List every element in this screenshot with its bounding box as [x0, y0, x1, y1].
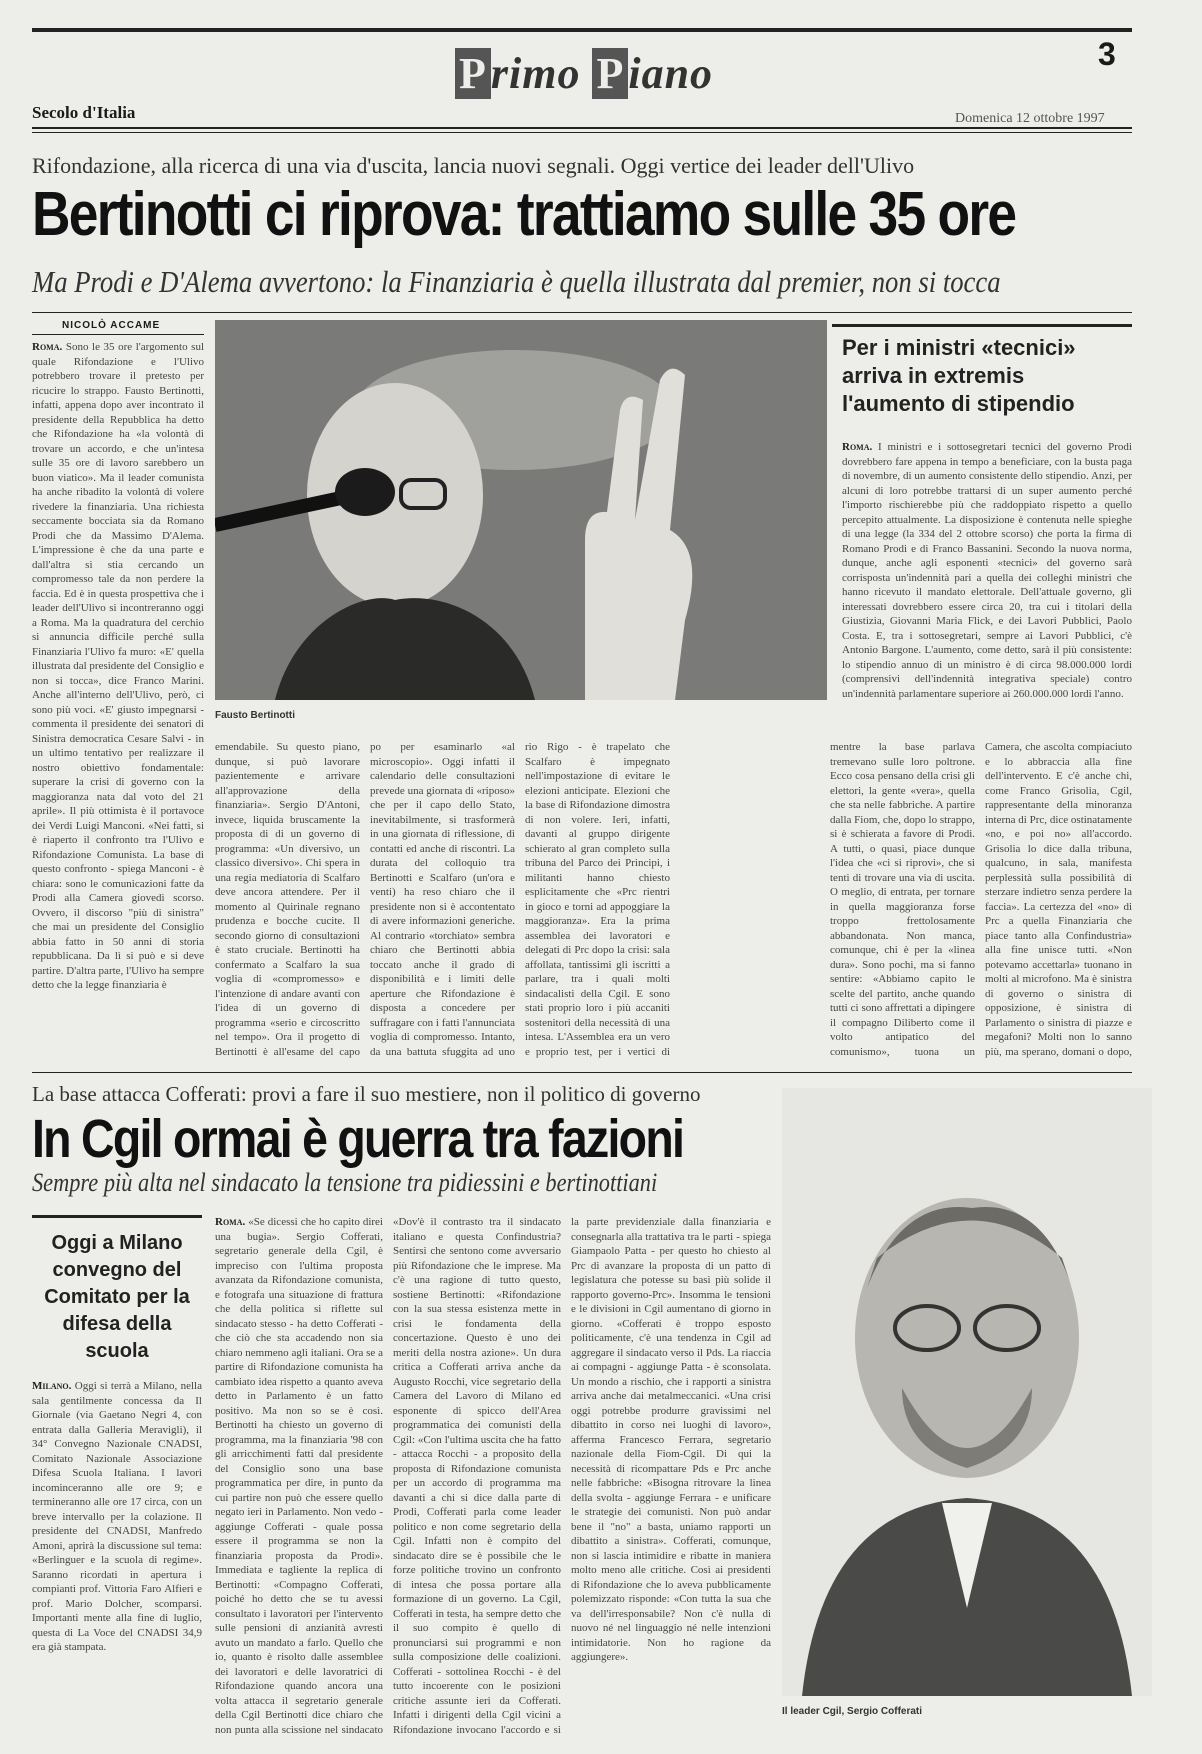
cofferati-caption: Il leader Cgil, Sergio Cofferati [782, 1706, 923, 1717]
section-divider [32, 1072, 1132, 1073]
top-article-column-5b [830, 740, 975, 1060]
page-number: 3 [1098, 36, 1116, 72]
top-article-column-6 [985, 740, 1132, 1060]
sidebar-ministri-text [842, 440, 1132, 702]
column-text: la parte previdenziale dalla finanziaria e consegnarla alla trattativa tra le parti - spiega Giampaolo Patta - per questo ho chiesto al Prc di avanzare la proposta di un patto di legislatura che potesse su basi più solide il rapporto governo-Prc». Insomma le tensioni e le divisioni in Cgil aumentano di giorno in giorno. «Cofferati è troppo esposto politicamente, c'è una tendenza in Cgil ad aggregare il sindacato verso il Pds. La riaccia ai compagni - aggiunge Patta - è sconsolata. Un mondo a rischio, che i rapporti a sinistra arriva anche dai metalmeccanici. «Una crisi oggi potrebbe produrre gravissimi nel dibattito in corso nei luoghi di lavoro», afferma Francesco Ferrara, segretario nazionale della Fiom-Cgil. Di qui la necessità di ricompattare Pds e Prc anche nelle fabbriche: «Bisogna ritrovare la linea della svolta - aggiunge Ferrara - e unificare le strategie dei comunisti. Non può andar bene il "no" a basta, uniamo rapporti un dibattito a sinistra». Cofferati, comunque, non si lascia intimidire e ribatte in maniera molto meno alle critiche. Così ai presidenti di Rifondazione che lo aveva pubblicamente polemizzato risponde: «Con tutta la sua che va dell'irresponsabile? Non c'è nulla di nuovo né nel linguaggio né nelle intenzioni intimidatorie. Non ho ragione da aggiungere». [571, 1216, 771, 1663]
column-text: Oggi si terrà a Milano, nella sala gentilmente concessa da Il Giornale (via Gaetano Negri 4, con entrata dalla Galleria Meravigli), il 34° Convegno Nazionale CNADSI, Comitato Nazionale Associazione Difesa Scuola Italiana. I lavori incominceranno alle ore 9; e termineranno alle ore 17 circa, con un breve intervallo per la colazione. Il presidente del CNADSI, Manfredo Amoni, aprirà la discussione sul tema: «Berlinguer e la scuola di regime». Saranno ricordati in apertura i compianti prof. Vittoria Faro Alfieri e prof. Mario Dolcher, scomparsi. Importanti mente alla fine di luglio, questa di La Voce del CNADSI 34,9 era già stampata. [32, 1380, 202, 1653]
column-text: emendabile. Su questo piano, dunque, si può lavorare pazientemente e arrivare all'approvazione della finanziaria». Sergio D'Antoni, invece, liquida bruscamente la proposta di di un governo di programma: «Un diversivo, un classico diversivo». Chi spera in una regia mediatoria di Scalfaro deve ancora attendere. Per il momento al Quirinale regnano prudenza e bocche cucite. Il secondo giorno di consultazioni è stato cruciale. Bertinotti ha confermato a Scalfaro la sua voglia di «compromesso» e l'intenzione di andare avanti con l'idea di un governo di programma «serio e circoscritto nel tempo». Ora il progetto di Bertinotti è all'esame del capo [215, 741, 360, 1058]
sidebar-ministri-title: Per i ministri «tecnici» arriva in extremis l'aumento di stipendio [842, 335, 1076, 416]
top-kicker: Rifondazione, alla ricerca di una via d'uscita, lancia nuovi segnali. Oggi vertice dei leader dell'Ulivo [32, 153, 915, 178]
column-text: I ministri e i sottosegretari tecnici del governo Prodi dovrebbero fare appena in tempo a beneficiare, con la busta paga di novembre, di un aumento consistente dello stipendio. Anzi, per alcuni di loro potrebbe trattarsi di un super aumento perché l'importo rischierebbe più che raddoppiato rispetto a quello percepito attualmente. La disposizione è contenuta nelle spieghe di una legge (la 334 del 2 ottobre scorso) che porta la firma di Romano Prodi e di Franco Bassanini. Secondo la nuova norma, dunque, anche agli esponenti «tecnici» del governo sarà corrisposta un'indennità pari a quella dei colleghi ministri che hanno ricevuto il mandato elettorale. Dell'attuale governo, gli interessati dovrebbero essere circa 20, tra cui i titolari della Giustizia, Giovanni Maria Flick, e dei Lavori Pubblici, Paolo Costa. E, tra i sottosegretari, sempre ai Lavori Pubblici, c'è Antonio Bargone. L'aumento, come detto, sarà il più consistente: lo stipendio annuo di un ministro è di circa 98.000.000 lordi (comprensivi dell'indennità integrativa speciale) contro un'indennità parlamentare superiore ai 260.000.000 lordi l'anno. [842, 441, 1132, 700]
section-title [455, 48, 713, 99]
top-rule [32, 28, 1132, 32]
section-title-cap: P [455, 48, 491, 99]
sidebar-rule [832, 324, 1132, 327]
top-article-column-1 [32, 340, 204, 1060]
top-article-column-3 [370, 740, 515, 1060]
bottom-article-column-2 [393, 1215, 561, 1735]
cofferati-illustration [782, 1088, 1152, 1696]
column-text: po per esaminarlo «al microscopio». Oggi infatti il calendario delle consultazioni prevede una giornata di «riposo» che per il capo dello Stato, inevitabilmente, si trasformerà in una giornata di riflessione, di contatti ed anche di riscontri. La durata del colloquio tra Bertinotti e Scalfaro (un'ora e venti) ha reso chiaro che il presidente non si è accontentato di avere informazioni generiche. Al contrario «torchiato» sembra chiaro che Bertinotti abbia toccato anche il grado di disponibilità e i limiti delle aperture che Rifondazione è disposta a concedere per suffragare con i fatti l'annunciata voglia di compromesso. Intanto, da una battuta sfuggita ad uno [370, 741, 515, 1058]
section-title-part: rimo [490, 49, 593, 98]
subhead-rule [32, 312, 1132, 313]
dateline: Roma. [842, 441, 873, 453]
column-text: Sono le 35 ore l'argomento sul quale Rifondazione e l'Ulivo potrebbero trovare il pretesto per ricucire lo strappo. Fausto Bertinotti, infatti, appena dopo aver incontrato il presidente della Repubblica ha detto che Rifondazione ha «la volontà di trovare un accordo, e che un'intesa sulle 35 ore di lavoro sarebbero un buon viatico». Ma il leader comunista ha anche ribadito la volontà di volere rivedere la finanziaria. Una richiesta seccamente bocciata sia da Romano Prodi che da Massimo D'Alema. L'impressione è che da una parte e dall'altra si stia cercando un compromesso tale da non perdere la faccia. Ed è in questa prospettiva che i leader dell'Ulivo si incontreranno oggi a Roma. Ma la quadratura del cerchio si annuncia difficile perché sulla Finanziaria l'Ulivo fa muro: «E' quella illustrata dal presidente del Consiglio e non si tocca», dice Franco Marini. Anche all'interno dell'Ulivo, però, ci sono più voci. «E' giusto impegnarsi - commenta il presidente dei senatori di Sinistra democratica Cesare Salvi - in un ultimo tentativo per realizzare il nostro obiettivo fondamentale: superare la crisi di governo con la maggioranza nata dal voto del 21 aprile». Il più ottimista è il portavoce dei Verdi Luigi Manconi. «Nei fatti, si è riaperto il confronto tra l'Ulivo e Rifondazione Comunista. La base di questo confronto - spiega Manconi - è chiara: sono le comunicazioni fatte da Prodi alla Camera giovedì scorso. Ovvero, il discorso "più di sinistra" che mai un presidente del Consiglio abbia fatto in 50 anni di storia repubblicana. Da lì si può e si deve partire. D'altra parte, l'Ulivo ha sempre detto che la legge finanziaria è [32, 341, 204, 991]
top-article-column-5 [680, 740, 825, 1060]
byline: NICOLÒ ACCAME [62, 320, 161, 331]
column-text: mentre la base parlava tremevano sulle loro poltrone. Ecco cosa pensano della crisi gli elettori, la gente «vera», quella che sta nelle fabbriche. A partire dalla Fiom, che, dopo lo strappo, si è schierata a favore di Prodi. A tutti, o quasi, piace dunque l'idea che «ci si riprovi», che si tenti di trovare una via di uscita. O meglio, di entrata, per tornare in quella maggioranza forse troppo frettolosamente abbandonata. Non manca, comunque, chi è per la «linea dura». Sono pochi, ma si fanno sentire: «Abbiamo capito le scelte del partito, anche quando tutti ci sono affrettati a dipingere il compagno Diliberto come il volto antipatico del comunismo», tuona un [830, 741, 975, 1058]
column-text: rio Rigo - è trapelato che Scalfaro è impegnato nell'impostazione di evitare le elezioni anticipate. Elezioni che la base di Rifondazione dimostra di non volere. Ieri, infatti, davanti al gruppo dirigente schierato al gran completo sulla tribuna del Parco dei Principi, i militanti hanno chiesto esplicitamente che «Prc rientri in gioco e torni ad appoggiare la maggioranza». Era la prima assemblea dei lavoratori e delegati di Prc dopo la crisi: sala affollata, tantissimi gli iscritti a parlare, tra i quali molti sindacalisti della Cgil. E sono stati proprio loro i più accaniti sostenitori della necessità di una intesa. L'Assemblea era un vero e proprio test, per i vertici di [525, 741, 670, 1058]
top-article-column-4 [525, 740, 670, 1060]
dateline: Roma. [32, 341, 63, 353]
section-title-part: iano [628, 49, 714, 98]
top-article-column-2 [215, 740, 360, 1060]
bertinotti-photo [215, 320, 827, 700]
bottom-article-column-3 [571, 1215, 771, 1735]
dateline: Roma. [215, 1216, 246, 1228]
cofferati-photo [782, 1088, 1152, 1696]
box-milano-text [32, 1379, 202, 1709]
box-milano [32, 1215, 202, 1738]
bertinotti-caption: Fausto Bertinotti [215, 710, 295, 721]
byline-rule [32, 334, 204, 335]
masthead-rule-thin [32, 132, 1132, 133]
column-text: «Dov'è il contrasto tra il sindacato italiano e questa Confindustria? Sentirsi che sentono come avversario più Rifondazione che le imprese. Ma c'è una ragione di tutto questo, sostiene Bertinotti: «Rifondazione con la sua stessa esistenza mette in crisi le fondamenta della concertazione. Questo è uno dei meriti della nostra azione». Un dura critica a Cofferati arriva anche da Augusto Rocchi, vice segretario della Camera del Lavoro di Milano ed esponente di spicco dell'Area programmatica dei comunisti della Cgil: «Con l'ultima uscita che ha fatto - attacca Rocchi - a proposito della proposta di Rifondazione comunista per un accordo di programma ma davanti a chi si dice dalla parte di Prodi, Cofferati parla come leader politico e non come segretario della Cgil. Infatti non è compito del sindacato dire se è possibile che le forze politiche trovino un confronto di intesa che possa portare alla formazione di un governo. La Cgil, Cofferati in testa, ha sempre detto che il suo compito è quello di pronunciarsi sui programmi e non sulla composizione delle coalizioni. Cofferati - sottolinea Rocchi - è del tutto incoerente con le posizioni critiche assunte ieri da Cofferati. Infatti i dirigenti della Cgil vicini a Rifondazione invocano l'accordo e si [393, 1216, 561, 1735]
bottom-subhead: Sempre più alta nel sindacato la tensione tra pidiessini e bertinottiani [32, 1168, 658, 1197]
bottom-kicker: La base attacca Cofferati: provi a fare il suo mestiere, non il politico di governo [32, 1082, 701, 1106]
bottom-article-column-1 [215, 1215, 383, 1735]
column-text: Camera, che ascolta compiaciuto e lo abbraccia alla fine dell'intervento. E c'è anche chi, come Franco Grisolia, Cgil, rappresentante della minoranza interna di Prc, dice ostinatamente «no, e poi no» all'accordo. Grisolia lo dice dalla tribuna, qualcuno, in sala, manifesta perplessità sulla possibilità di sterzare indietro senza perdere la faccia». La certezza del «no» di Prc a quella Finanziaria che piace tanto alla Confindustria» alla fine unisce tutti. «Non potevamo accettarla» tuonano in molti al microfono. Ma è sinistra di governo o sinistra di opposizione, è sinistra di Parlamento o sinistra di piazze e megafoni? Molti non lo sanno più, ma sperano, domani o dopo, [985, 741, 1132, 1058]
box-milano-title: Oggi a Milano convegno del Comitato per la difesa della scuola [44, 1232, 190, 1362]
top-subhead: Ma Prodi e D'Alema avvertono: la Finanziaria è quella illustrata dal premier, non si tocca [32, 264, 1001, 299]
bottom-headline: In Cgil ormai è guerra tra fazioni [32, 1109, 684, 1169]
top-headline: Bertinotti ci riprova: trattiamo sulle 35 ore [32, 180, 1016, 249]
masthead-rule [32, 127, 1132, 129]
section-title-cap: P [592, 48, 628, 99]
column-text: «Se dicessi che ho capito direi una bugia». Sergio Cofferati, segretario generale della Cgil, è impreciso con l'ultima proposta avanzata da Rifondazione comunista, e fotografa una situazione di frattura che della politica si riflette sul sindacato stesso - ha detto Cofferati - che ciò che sta accadendo non sia chiaro nemmeno agli italiani. Ora se a partire di Rifondazione comunista ha cambiato idea rispetto a quanto aveva detto in Parlamento è un fatto positivo. Ma non so se è così. Bertinotti ha chiesto un governo di programma, ma la finanziaria '98 con gli arricchimenti fatti dal presidente del Consiglio sono una base programmatica per dire, in punto da cui partire non può che essere quello negato ieri in Parlamento. Non vedo - aggiunge Cofferati - quale possa essere il programma se non la finanziaria proposta da Prodi». Immediata e tagliente la replica di Bertinotti: «Compagno Cofferati, poiché ho detto che se tu avessi consultato i lavoratori per l'intervento sulle pensioni di anzianità avresti avuto un mandato a farlo. Quello che io, quanto è risolto dalle assemblee dei lavoratori e delle lavoratrici di Rifondazione quando ancora una volta attacca il segretario generale della Cgil Bertinotti dice chiaro che non punta alla scissione nel sindacato [215, 1216, 383, 1735]
dateline: Milano. [32, 1380, 72, 1392]
paper-name: Secolo d'Italia [32, 103, 136, 122]
bertinotti-illustration [215, 320, 827, 700]
issue-date: Domenica 12 ottobre 1997 [955, 111, 1105, 126]
